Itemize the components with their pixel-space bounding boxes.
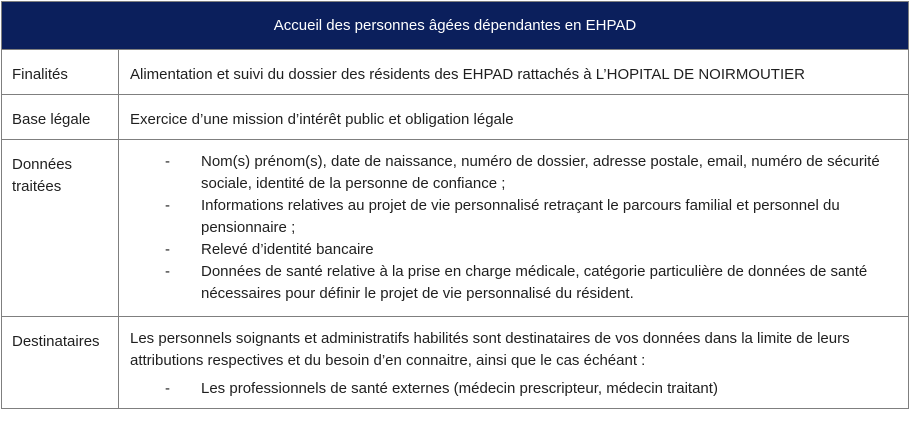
list-item [165,195,898,239]
destinataires-bullet-list [130,378,898,400]
table-row-base-legale [2,95,909,140]
bullet-dash: - [165,263,170,280]
bullet-dash: - [165,153,170,170]
destinataires-intro: Les personnels soignants et administratifs habilités sont destinataires de vos données dans la limite de leurs attributions respectives et du besoin d’en connaitre, ainsi que le cas échéant : [130,330,850,369]
table-header-row [2,2,909,50]
bullet-dash: - [165,241,170,258]
table-row-donnees-traitees [2,140,909,317]
row-value-donnees-traitees [119,140,909,317]
list-item [165,261,898,305]
donnees-bullet-list [130,151,898,305]
list-item-text: Les professionnels de santé externes (médecin prescripteur, médecin traitant) [201,380,718,397]
list-item [165,378,898,400]
bullet-dash: - [165,380,170,397]
row-value-base-legale: Exercice d’une mission d’intérêt public et obligation légale [119,95,909,140]
row-label-donnees-traitees: Données traitées [2,140,119,317]
table-row-finalites [2,50,909,95]
list-item-text: Nom(s) prénom(s), date de naissance, numéro de dossier, adresse postale, email, numéro de sécurité sociale, identité de la personne de confiance ; [201,153,880,192]
list-item-text: Données de santé relative à la prise en charge médicale, catégorie particulière de données de santé nécessaires pour définir le projet de vie personnalisé du résident. [201,263,868,302]
bullet-dash: - [165,197,170,214]
table-title: Accueil des personnes âgées dépendantes en EHPAD [2,2,909,50]
row-value-destinataires [119,317,909,409]
table-row-destinataires [2,317,909,409]
row-label-destinataires: Destinataires [2,317,119,409]
list-item-text: Informations relatives au projet de vie personnalisé retraçant le parcours familial et personnel du pensionnaire ; [201,197,840,236]
list-item [165,151,898,195]
list-item [165,239,898,261]
list-item-text: Relevé d’identité bancaire [201,241,374,258]
row-label-finalites: Finalités [2,50,119,95]
row-label-base-legale: Base légale [2,95,119,140]
row-value-finalites: Alimentation et suivi du dossier des résidents des EHPAD rattachés à L’HOPITAL DE NOIRMOUTIER [119,50,909,95]
data-processing-table [1,1,909,409]
